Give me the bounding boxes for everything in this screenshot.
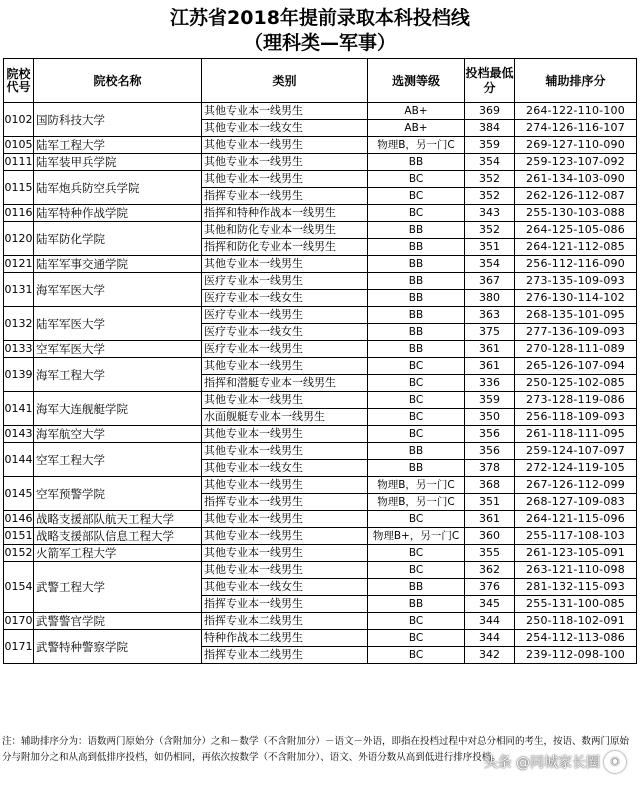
level-cell: BB [368,341,465,358]
aux-score-cell: 255-131-100-085 [515,596,637,613]
aux-score-cell: 274-126-116-107 [515,120,637,137]
table-row [4,341,637,358]
school-name: 陆军军事交通学院 [34,256,202,273]
level-cell: BB [368,290,465,307]
level-cell: BB [368,239,465,256]
header-aux: 辅助排序分 [515,59,637,103]
level-cell: BB [368,222,465,239]
aux-score-cell: 272-124-119-105 [515,460,637,477]
level-cell: BC [368,511,465,528]
level-cell: 物理B，另一门C [368,137,465,154]
category-cell: 其他专业本一线男生 [202,562,368,579]
table-row [4,528,637,545]
level-cell: BC [368,409,465,426]
category-cell: 其他专业本一线男生 [202,443,368,460]
category-cell: 医疗专业本一线女生 [202,324,368,341]
header-level: 选测等级 [368,59,465,103]
category-cell: 其他专业本一线男生 [202,528,368,545]
level-cell: BC [368,647,465,664]
page-subtitle: （理科类—军事） [243,32,396,54]
level-cell: AB+ [368,103,465,120]
table-row [4,443,637,460]
level-cell: BC [368,426,465,443]
aux-score-cell: 255-117-108-103 [515,528,637,545]
school-code: 0115 [4,171,34,205]
level-cell: BB [368,324,465,341]
school-code: 0143 [4,426,34,443]
school-name: 陆军炮兵防空兵学院 [34,171,202,205]
score-cell: 351 [465,494,515,511]
school-name: 海军工程大学 [34,358,202,392]
category-cell: 其他专业本一线男生 [202,392,368,409]
level-cell: BB [368,460,465,477]
aux-score-cell: 250-125-102-085 [515,375,637,392]
score-cell: 356 [465,443,515,460]
aux-score-cell: 239-112-098-100 [515,647,637,664]
level-cell: BB [368,307,465,324]
category-cell: 其他专业本一线男生 [202,358,368,375]
aux-score-cell: 264-121-115-096 [515,511,637,528]
aux-score-cell: 250-118-102-091 [515,613,637,630]
school-code: 0105 [4,137,34,154]
score-cell: 380 [465,290,515,307]
admission-table [3,58,637,664]
footnote: 注：辅助排序分为：语数两门原始分（含附加分）之和－数学（不含附加分）－语文－外语，即指在投档过程中对总分相同的考生，按语、数两门原始分与附加分之和从高到低排序投档，如仍相同，再依次按数学（不含附加分）、语文、外语分数从高到低进行排序投档。 [2,736,630,763]
aux-score-cell: 262-126-112-087 [515,188,637,205]
aux-score-cell: 261-123-105-091 [515,545,637,562]
camera-icon: ◉ [604,751,626,773]
level-cell: BC [368,375,465,392]
watermark-text: 头条 @同城家长圈 [483,755,600,771]
school-code: 0121 [4,256,34,273]
score-cell: 361 [465,341,515,358]
table-row [4,171,637,188]
score-cell: 344 [465,630,515,647]
level-cell: 物理B+，另一门C [368,528,465,545]
level-cell: BC [368,392,465,409]
table-row [4,256,637,273]
category-cell: 指挥专业本一线男生 [202,188,368,205]
table-row [4,103,637,120]
category-cell: 特种作战本二线男生 [202,630,368,647]
school-code: 0141 [4,392,34,426]
aux-score-cell: 261-118-111-095 [515,426,637,443]
school-name: 空军预警学院 [34,477,202,511]
level-cell: 物理B，另一门C [368,494,465,511]
school-name: 战略支援部队航天工程大学 [34,511,202,528]
score-cell: 376 [465,579,515,596]
score-cell: 368 [465,477,515,494]
level-cell: BC [368,188,465,205]
level-cell: 物理B，另一门C [368,477,465,494]
score-cell: 363 [465,307,515,324]
aux-score-cell: 259-123-107-092 [515,154,637,171]
category-cell: 其他专业本一线男生 [202,103,368,120]
level-cell: BC [368,205,465,222]
score-cell: 351 [465,239,515,256]
table-row [4,426,637,443]
score-cell: 360 [465,528,515,545]
score-cell: 336 [465,375,515,392]
school-name: 海军航空大学 [34,426,202,443]
aux-score-cell: 270-128-111-089 [515,341,637,358]
table-row [4,545,637,562]
score-cell: 352 [465,222,515,239]
aux-score-cell: 255-130-103-088 [515,205,637,222]
school-code: 0111 [4,154,34,171]
score-cell: 378 [465,460,515,477]
category-cell: 其他专业本一线男生 [202,256,368,273]
category-cell: 指挥专业本一线男生 [202,596,368,613]
table-row [4,630,637,647]
category-cell: 其他专业本一线男生 [202,545,368,562]
category-cell: 其他专业本一线女生 [202,120,368,137]
school-name: 武警特种警察学院 [34,630,202,664]
school-name: 火箭军工程大学 [34,545,202,562]
aux-score-cell: 254-112-113-086 [515,630,637,647]
table-row [4,477,637,494]
level-cell: BB [368,596,465,613]
table-row [4,205,637,222]
school-name: 陆军军医大学 [34,307,202,341]
score-cell: 369 [465,103,515,120]
category-cell: 其他专业本一线女生 [202,460,368,477]
category-cell: 其他专业本一线男生 [202,154,368,171]
school-code: 0152 [4,545,34,562]
category-cell: 其他和防化专业本一线男生 [202,222,368,239]
score-cell: 361 [465,358,515,375]
score-cell: 343 [465,205,515,222]
category-cell: 指挥专业本二线男生 [202,647,368,664]
watermark [484,751,626,773]
table-row [4,137,637,154]
level-cell: BB [368,256,465,273]
aux-score-cell: 264-121-112-085 [515,239,637,256]
aux-score-cell: 261-134-103-090 [515,171,637,188]
level-cell: BC [368,630,465,647]
category-cell: 医疗专业本一线男生 [202,341,368,358]
score-cell: 359 [465,392,515,409]
table-row [4,222,637,239]
category-cell: 指挥和特种作战本一线男生 [202,205,368,222]
aux-score-cell: 259-124-107-097 [515,443,637,460]
school-code: 0144 [4,443,34,477]
score-cell: 355 [465,545,515,562]
category-cell: 其他专业本一线男生 [202,477,368,494]
category-cell: 其他专业本一线女生 [202,579,368,596]
school-code: 0154 [4,562,34,613]
header-name: 院校名称 [34,59,202,103]
school-code: 0151 [4,528,34,545]
level-cell: BC [368,545,465,562]
table-row [4,392,637,409]
table-row [4,358,637,375]
header-row [4,59,637,103]
school-name: 陆军装甲兵学院 [34,154,202,171]
aux-score-cell: 264-122-110-100 [515,103,637,120]
score-cell: 345 [465,596,515,613]
school-name: 战略支援部队信息工程大学 [34,528,202,545]
category-cell: 指挥专业本一线男生 [202,494,368,511]
page-title: 江苏省2018年提前录取本科投档线 [170,7,470,29]
level-cell: BB [368,443,465,460]
category-cell: 其他专业本一线男生 [202,171,368,188]
school-code: 0102 [4,103,34,137]
aux-score-cell: 276-130-114-102 [515,290,637,307]
school-name: 空军军医大学 [34,341,202,358]
aux-score-cell: 268-135-101-095 [515,307,637,324]
aux-score-cell: 256-118-109-093 [515,409,637,426]
aux-score-cell: 273-135-109-093 [515,273,637,290]
score-cell: 384 [465,120,515,137]
score-cell: 356 [465,426,515,443]
aux-score-cell: 265-126-107-094 [515,358,637,375]
table-row [4,562,637,579]
table-row [4,511,637,528]
school-code: 0170 [4,613,34,630]
aux-score-cell: 268-127-109-083 [515,494,637,511]
table-row [4,154,637,171]
category-cell: 其他专业本一线男生 [202,511,368,528]
school-code: 0132 [4,307,34,341]
category-cell: 指挥专业本二线男生 [202,613,368,630]
score-cell: 362 [465,562,515,579]
category-cell: 医疗专业本一线男生 [202,307,368,324]
level-cell: BC [368,358,465,375]
category-cell: 指挥和潜艇专业本一线男生 [202,375,368,392]
header-code: 院校代号 [4,59,34,103]
score-cell: 350 [465,409,515,426]
table-row [4,613,637,630]
aux-score-cell: 264-125-105-086 [515,222,637,239]
school-name: 空军工程大学 [34,443,202,477]
school-name: 国防科技大学 [34,103,202,137]
school-name: 海军军医大学 [34,273,202,307]
score-cell: 367 [465,273,515,290]
school-name: 陆军防化学院 [34,222,202,256]
category-cell: 其他专业本一线男生 [202,137,368,154]
score-cell: 342 [465,647,515,664]
header-min-score: 投档最低分 [465,59,515,103]
school-code: 0120 [4,222,34,256]
category-cell: 医疗专业本一线男生 [202,273,368,290]
level-cell: BC [368,562,465,579]
aux-score-cell: 281-132-115-093 [515,579,637,596]
category-cell: 其他专业本一线男生 [202,426,368,443]
score-cell: 361 [465,511,515,528]
header-category: 类别 [202,59,368,103]
level-cell: BB [368,579,465,596]
score-cell: 359 [465,137,515,154]
school-code: 0171 [4,630,34,664]
school-code: 0145 [4,477,34,511]
school-name: 武警警官学院 [34,613,202,630]
school-name: 海军大连舰艇学院 [34,392,202,426]
school-name: 陆军特种作战学院 [34,205,202,222]
level-cell: AB+ [368,120,465,137]
aux-score-cell: 256-112-116-090 [515,256,637,273]
school-code: 0133 [4,341,34,358]
score-cell: 352 [465,171,515,188]
score-cell: 352 [465,188,515,205]
aux-score-cell: 267-126-112-099 [515,477,637,494]
category-cell: 水面舰艇专业本一线男生 [202,409,368,426]
school-code: 0116 [4,205,34,222]
school-name: 陆军工程大学 [34,137,202,154]
school-name: 武警工程大学 [34,562,202,613]
aux-score-cell: 277-136-109-093 [515,324,637,341]
score-cell: 344 [465,613,515,630]
aux-score-cell: 273-128-119-086 [515,392,637,409]
school-code: 0131 [4,273,34,307]
level-cell: BC [368,171,465,188]
level-cell: BB [368,154,465,171]
aux-score-cell: 269-127-110-090 [515,137,637,154]
score-cell: 354 [465,154,515,171]
school-code: 0146 [4,511,34,528]
table-body [4,103,637,664]
table-row [4,273,637,290]
score-cell: 375 [465,324,515,341]
score-cell: 354 [465,256,515,273]
table-row [4,307,637,324]
category-cell: 指挥和防化专业本一线男生 [202,239,368,256]
level-cell: BB [368,273,465,290]
level-cell: BC [368,613,465,630]
category-cell: 医疗专业本一线女生 [202,290,368,307]
school-code: 0139 [4,358,34,392]
aux-score-cell: 263-121-110-098 [515,562,637,579]
